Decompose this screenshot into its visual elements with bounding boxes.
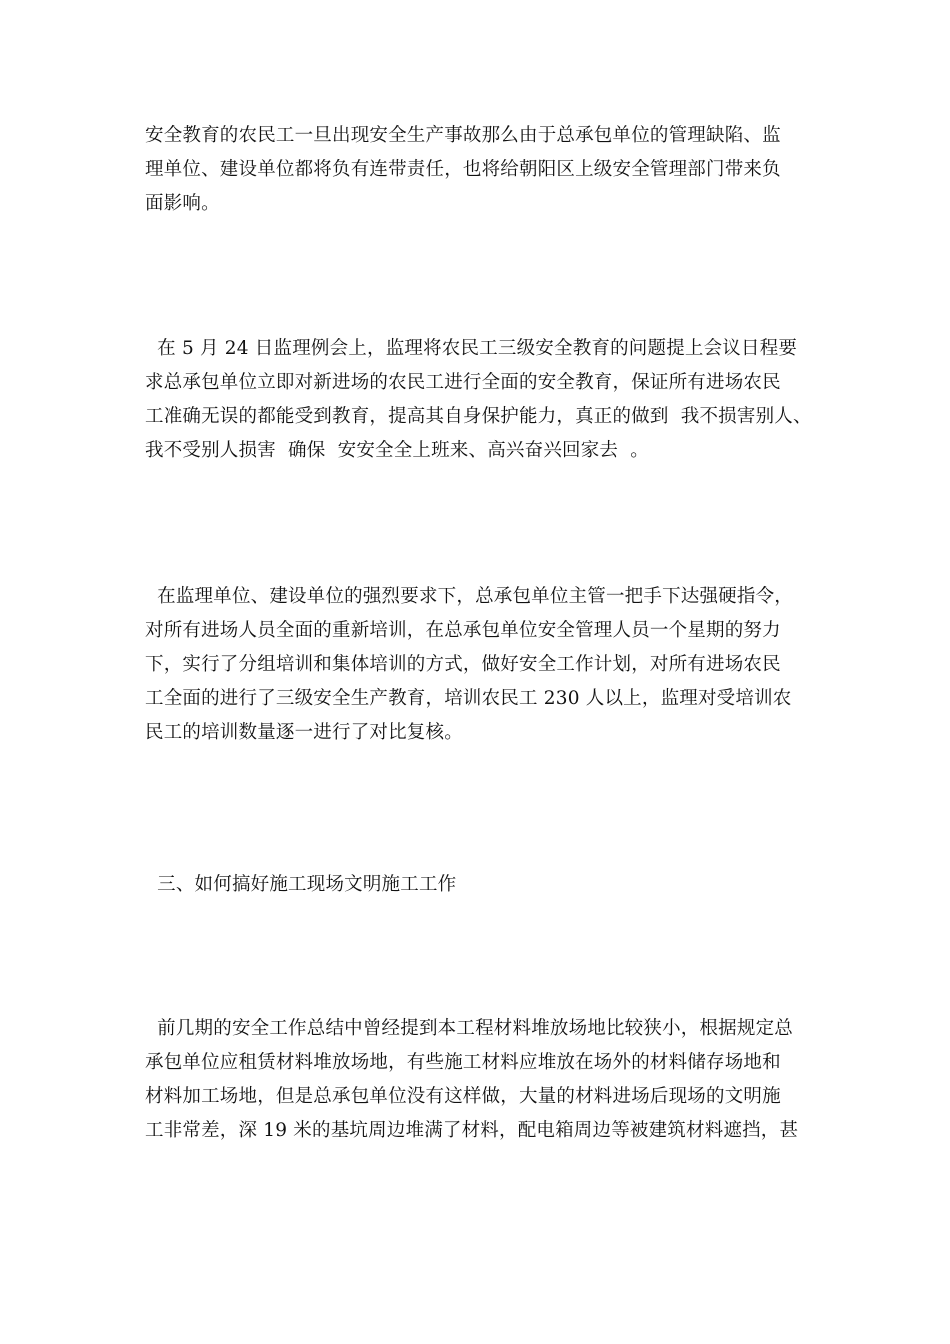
text-line: 工准确无误的都能受到教育，提高其自身保护能力，真正的做到 我不损害别人、 — [145, 406, 812, 427]
text-line: 材料加工场地，但是总承包单位没有这样做，大量的材料进场后现场的文明施 — [145, 1086, 781, 1107]
text-line: 承包单位应租赁材料堆放场地，有些施工材料应堆放在场外的材料储存场地和 — [145, 1052, 781, 1073]
text-line: 工非常差，深 19 米的基坑周边堆满了材料，配电箱周边等被建筑材料遮挡，甚 — [145, 1120, 799, 1141]
text-line: 下，实行了分组培训和集体培训的方式，做好安全工作计划，对所有进场农民 — [145, 654, 781, 675]
text-line: 在监理单位、建设单位的强烈要求下，总承包单位主管一把手下达强硬指令， — [145, 586, 793, 607]
text-line: 理单位、建设单位都将负有连带责任，也将给朝阳区上级安全管理部门带来负 — [145, 159, 781, 180]
paragraph-meeting-may-24 — [145, 332, 835, 468]
text-line: 面影响。 — [145, 193, 220, 214]
paragraph-material-storage — [145, 1012, 835, 1148]
section-heading-civilized-construction — [145, 868, 835, 902]
text-line: 民工的培训数量逐一进行了对比复核。 — [145, 722, 463, 743]
paragraph-safety-education-liability — [145, 119, 835, 221]
section-heading: 三、如何搞好施工现场文明施工工作 — [145, 874, 457, 895]
text-line: 我不受别人损害 确保 安安全全上班来、高兴奋兴回家去 。 — [145, 440, 649, 461]
text-line: 前几期的安全工作总结中曾经提到本工程材料堆放场地比较狭小，根据规定总 — [145, 1018, 793, 1039]
text-line: 工全面的进行了三级安全生产教育，培训农民工 230 人以上，监理对受培训农 — [145, 688, 792, 709]
text-line: 在 5 月 24 日监理例会上，监理将农民工三级安全教育的问题提上会议日程要 — [145, 338, 798, 359]
text-line: 求总承包单位立即对新进场的农民工进行全面的安全教育，保证所有进场农民 — [145, 372, 781, 393]
text-line: 对所有进场人员全面的重新培训，在总承包单位安全管理人员一个星期的努力 — [145, 620, 781, 641]
paragraph-retraining — [145, 580, 835, 750]
text-line: 安全教育的农民工一旦出现安全生产事故那么由于总承包单位的管理缺陷、监 — [145, 125, 781, 146]
